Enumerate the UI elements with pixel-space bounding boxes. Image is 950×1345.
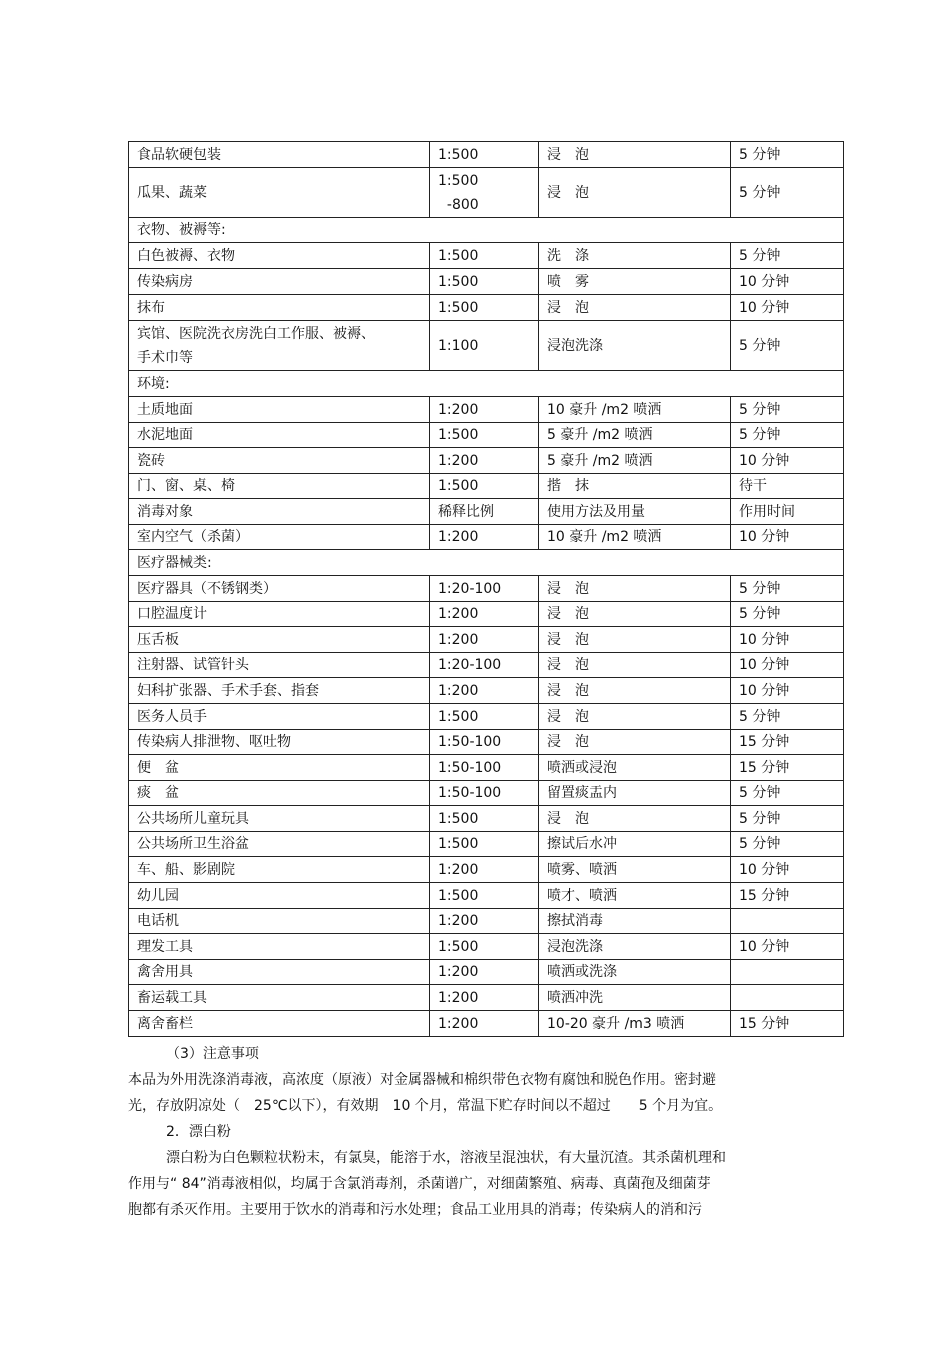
cell-method: 5 豪升 /m2 喷洒: [539, 423, 731, 448]
cell-duration: 10 分钟: [731, 627, 844, 653]
cell-method: 浸 泡: [539, 168, 731, 218]
table-row: [129, 474, 844, 499]
cell-duration: 15 分钟: [731, 1011, 844, 1037]
cell-ratio: 1:20-100: [430, 653, 539, 678]
cell-object: 瓜果、蔬菜: [129, 168, 430, 218]
cell-method: 浸泡洗涤: [539, 934, 731, 960]
cell-object: 车、船、影剧院: [129, 857, 430, 883]
cell-method: 使用方法及用量: [539, 499, 731, 525]
table-row: [129, 730, 844, 755]
cell-method: 浸 泡: [539, 295, 731, 321]
cell-object: 便 盆: [129, 755, 430, 781]
cell-duration: 作用时间: [731, 499, 844, 525]
cell-method: 浸 泡: [539, 142, 731, 168]
cell-object: 痰 盆: [129, 781, 430, 806]
cell-ratio: 1:500: [430, 883, 539, 909]
section-label: 医疗器械类:: [129, 550, 844, 576]
table-row: [129, 934, 844, 960]
cell-ratio: 1:200: [430, 1011, 539, 1037]
cell-method: 擦试后水冲: [539, 832, 731, 857]
notes-heading: （3）注意事项: [166, 1046, 259, 1062]
cell-object: 医疗器具（不锈钢类）: [129, 576, 430, 602]
cell-method: 浸 泡: [539, 602, 731, 627]
cell-duration: 10 分钟: [731, 295, 844, 321]
cell-object: 注射器、试管针头: [129, 653, 430, 678]
table-section-row: [129, 371, 844, 397]
cell-object: 压舌板: [129, 627, 430, 653]
cell-object: 离舍畜栏: [129, 1011, 430, 1037]
cell-duration: 待干: [731, 474, 844, 499]
cell-method: 揩 抹: [539, 474, 731, 499]
cell-method: 10 豪升 /m2 喷洒: [539, 397, 731, 423]
cell-duration: 5 分钟: [731, 576, 844, 602]
table-section-row: [129, 550, 844, 576]
table-row: [129, 857, 844, 883]
cell-duration: [731, 960, 844, 985]
cell-ratio: 1:500: [430, 142, 539, 168]
table-row: [129, 397, 844, 423]
cell-duration: [731, 985, 844, 1011]
cell-method: 浸泡洗涤: [539, 321, 731, 371]
cell-method: 擦拭消毒: [539, 909, 731, 934]
table-row: [129, 243, 844, 269]
cell-method: 喷雾、喷洒: [539, 857, 731, 883]
disinfection-table-body: [129, 142, 844, 1037]
cell-method: 浸 泡: [539, 806, 731, 832]
cell-method: 浸 泡: [539, 576, 731, 602]
disinfection-table: [128, 141, 844, 1037]
section-label: 衣物、被褥等:: [129, 218, 844, 243]
cell-method: 浸 泡: [539, 653, 731, 678]
cell-duration: 5 分钟: [731, 602, 844, 627]
cell-method: 洗 涤: [539, 243, 731, 269]
table-row: [129, 909, 844, 934]
table-row: [129, 448, 844, 474]
table-row: [129, 602, 844, 627]
cell-object: 妇科扩张器、手术手套、指套: [129, 678, 430, 704]
cell-method: 浸 泡: [539, 678, 731, 704]
cell-ratio: 1:500: [430, 934, 539, 960]
table-row: [129, 755, 844, 781]
cell-duration: 5 分钟: [731, 321, 844, 371]
table-section-row: [129, 218, 844, 243]
cell-ratio: 1:500: [430, 423, 539, 448]
cell-duration: 15 分钟: [731, 883, 844, 909]
bleach-paragraph-line: 作用与“ 84”消毒液相似，均属于含氯消毒剂，杀菌谱广，对细菌繁殖、病毒、真菌孢及细菌芽: [128, 1176, 711, 1192]
cell-method: 浸 泡: [539, 627, 731, 653]
table-row: [129, 832, 844, 857]
table-row: [129, 960, 844, 985]
table-row: [129, 678, 844, 704]
table-row: [129, 269, 844, 295]
cell-object: 传染病房: [129, 269, 430, 295]
table-row: [129, 321, 844, 371]
table-row: [129, 295, 844, 321]
notes-paragraph-line: 本品为外用洗涤消毒液，高浓度（原液）对金属器械和棉织带色衣物有腐蚀和脱色作用。密封避: [128, 1072, 716, 1088]
table-row: [129, 653, 844, 678]
cell-ratio: 1:200: [430, 960, 539, 985]
cell-ratio: 1:500: [430, 243, 539, 269]
cell-method: 浸 泡: [539, 704, 731, 730]
cell-ratio: 1:100: [430, 321, 539, 371]
cell-object: 畜运载工具: [129, 985, 430, 1011]
cell-duration: 10 分钟: [731, 448, 844, 474]
section-label: 环境:: [129, 371, 844, 397]
cell-method: 10-20 豪升 /m3 喷洒: [539, 1011, 731, 1037]
table-row: [129, 142, 844, 168]
cell-ratio: 稀释比例: [430, 499, 539, 525]
cell-duration: 5 分钟: [731, 806, 844, 832]
table-row: [129, 576, 844, 602]
notes-section: [128, 1041, 848, 1223]
cell-ratio: 1:500: [430, 269, 539, 295]
cell-ratio: 1:200: [430, 525, 539, 550]
table-row: [129, 525, 844, 550]
cell-object: 消毒对象: [129, 499, 430, 525]
cell-ratio: 1:200: [430, 627, 539, 653]
cell-ratio: 1:200: [430, 448, 539, 474]
cell-duration: [731, 909, 844, 934]
cell-duration: 5 分钟: [731, 704, 844, 730]
cell-object: 宾馆、医院洗衣房洗白工作服、被褥、 手术巾等: [129, 321, 430, 371]
cell-ratio: 1:500: [430, 832, 539, 857]
cell-object: 公共场所卫生浴盆: [129, 832, 430, 857]
cell-method: 留置痰盂内: [539, 781, 731, 806]
cell-duration: 5 分钟: [731, 397, 844, 423]
cell-duration: 15 分钟: [731, 730, 844, 755]
bleach-paragraph-line: 胞都有杀灭作用。主要用于饮水的消毒和污水处理；食品工业用具的消毒；传染病人的消和污: [128, 1202, 702, 1218]
cell-ratio: 1:50-100: [430, 781, 539, 806]
cell-object: 电话机: [129, 909, 430, 934]
table-row: [129, 499, 844, 525]
table-row: [129, 985, 844, 1011]
cell-object: 食品软硬包装: [129, 142, 430, 168]
cell-method: 喷洒或浸泡: [539, 755, 731, 781]
cell-object: 土质地面: [129, 397, 430, 423]
cell-duration: 5 分钟: [731, 423, 844, 448]
cell-duration: 10 分钟: [731, 653, 844, 678]
cell-method: 5 豪升 /m2 喷洒: [539, 448, 731, 474]
table-row: [129, 883, 844, 909]
cell-object: 室内空气（杀菌）: [129, 525, 430, 550]
table-row: [129, 168, 844, 218]
cell-duration: 5 分钟: [731, 142, 844, 168]
table-row: [129, 627, 844, 653]
cell-duration: 10 分钟: [731, 269, 844, 295]
cell-object: 传染病人排泄物、呕吐物: [129, 730, 430, 755]
cell-object: 公共场所儿童玩具: [129, 806, 430, 832]
bleach-paragraph-line: 漂白粉为白色颗粒状粉末，有氯臭，能溶于水，溶液呈混浊状，有大量沉渣。其杀菌机理和: [166, 1150, 726, 1166]
cell-ratio: 1:500 -800: [430, 168, 539, 218]
cell-object: 抹布: [129, 295, 430, 321]
cell-method: 喷 雾: [539, 269, 731, 295]
cell-ratio: 1:200: [430, 857, 539, 883]
cell-ratio: 1:500: [430, 704, 539, 730]
cell-ratio: 1:200: [430, 397, 539, 423]
cell-object: 幼儿园: [129, 883, 430, 909]
cell-duration: 15 分钟: [731, 755, 844, 781]
cell-method: 10 豪升 /m2 喷洒: [539, 525, 731, 550]
cell-object: 水泥地面: [129, 423, 430, 448]
cell-duration: 10 分钟: [731, 525, 844, 550]
table-row: [129, 1011, 844, 1037]
cell-ratio: 1:200: [430, 909, 539, 934]
cell-object: 理发工具: [129, 934, 430, 960]
cell-duration: 5 分钟: [731, 168, 844, 218]
cell-object: 门、窗、桌、椅: [129, 474, 430, 499]
cell-object: 禽舍用具: [129, 960, 430, 985]
cell-ratio: 1:200: [430, 602, 539, 627]
cell-method: 喷洒或洗涤: [539, 960, 731, 985]
cell-method: 浸 泡: [539, 730, 731, 755]
cell-duration: 10 分钟: [731, 857, 844, 883]
cell-duration: 10 分钟: [731, 934, 844, 960]
cell-ratio: 1:20-100: [430, 576, 539, 602]
cell-object: 瓷砖: [129, 448, 430, 474]
cell-object: 口腔温度计: [129, 602, 430, 627]
cell-object: 医务人员手: [129, 704, 430, 730]
cell-ratio: 1:200: [430, 985, 539, 1011]
cell-ratio: 1:500: [430, 806, 539, 832]
cell-ratio: 1:50-100: [430, 730, 539, 755]
cell-object: 白色被褥、衣物: [129, 243, 430, 269]
table-row: [129, 781, 844, 806]
cell-ratio: 1:50-100: [430, 755, 539, 781]
cell-method: 喷洒冲洗: [539, 985, 731, 1011]
cell-method: 喷才、喷洒: [539, 883, 731, 909]
cell-ratio: 1:200: [430, 678, 539, 704]
table-row: [129, 704, 844, 730]
cell-duration: 5 分钟: [731, 243, 844, 269]
table-row: [129, 806, 844, 832]
notes-paragraph-line: 光，存放阴凉处（ 25℃以下），有效期 10 个月，常温下贮存时间以不超过 5 个月为宜。: [128, 1098, 723, 1114]
cell-ratio: 1:500: [430, 474, 539, 499]
cell-duration: 5 分钟: [731, 832, 844, 857]
cell-ratio: 1:500: [430, 295, 539, 321]
cell-duration: 5 分钟: [731, 781, 844, 806]
section-heading-bleach: 2．漂白粉: [166, 1124, 231, 1140]
cell-duration: 10 分钟: [731, 678, 844, 704]
table-row: [129, 423, 844, 448]
